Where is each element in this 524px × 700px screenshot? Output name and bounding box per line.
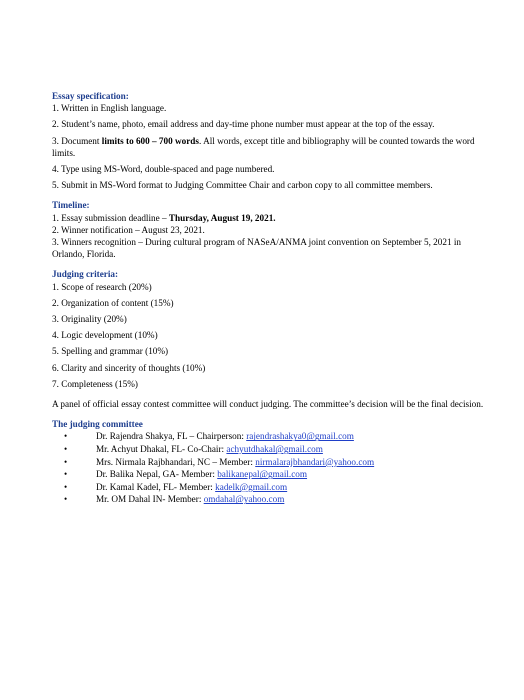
timeline-heading: Timeline:: [52, 200, 90, 211]
timeline-item-1-prefix: 1. Essay submission deadline –: [52, 212, 169, 223]
committee-member: [52, 456, 492, 469]
criteria-item: 2. Organization of content (15%): [52, 297, 174, 308]
spec-item-5: 5. Submit in MS-Word format to Judging Committee Chair and carbon copy to all committee members.: [52, 180, 433, 191]
member-name: Mr. Achyut Dhakal, FL- Co-Chair:: [96, 444, 227, 455]
committee-member: [52, 493, 492, 506]
email-link[interactable]: balikanepal@gmail.com: [217, 469, 308, 480]
committee-heading: The judging committee: [52, 419, 143, 430]
criteria-item: 7. Completeness (15%): [52, 378, 138, 389]
email-link[interactable]: nirmalarajbhandari@yahoo.com: [255, 456, 375, 467]
committee-member: [52, 430, 492, 443]
criteria-item: 1. Scope of research (20%): [52, 281, 152, 292]
email-link[interactable]: omdahal@yahoo.com: [203, 494, 285, 505]
criteria-item: 5. Spelling and grammar (10%): [52, 346, 169, 357]
spec-item-3-rest: . All words, except title and bibliography will be counted towards the word limits.: [52, 135, 475, 158]
spec-item-3: [52, 135, 492, 159]
committee-member: [52, 468, 492, 481]
essay-spec-heading: Essay specification:: [52, 91, 129, 101]
email-link[interactable]: rajendrashakya0@gmail.com: [246, 431, 354, 442]
spec-item-2: 2. Student’s name, photo, email address and day-time phone number must appear at the top of the essay.: [52, 119, 435, 130]
timeline-item-1: [52, 212, 492, 224]
criteria-heading: Judging criteria:: [52, 269, 119, 280]
email-link[interactable]: achyutdhakal@gmail.com: [226, 444, 323, 455]
spec-item-1: 1. Written in English language.: [52, 103, 167, 114]
member-name: Mrs. Nirmala Rajbhandari, NC – Member:: [96, 456, 256, 467]
email-link[interactable]: kadelk@gmail.com: [215, 481, 288, 492]
member-name: Dr. Kamal Kadel, FL- Member:: [96, 481, 216, 492]
member-name: Mr. OM Dahal IN- Member:: [96, 494, 204, 505]
timeline-deadline: Thursday, August 19, 2021.: [168, 212, 276, 223]
criteria-item: 6. Clarity and sincerity of thoughts (10%): [52, 362, 206, 373]
criteria-item: 3. Originality (20%): [52, 314, 127, 325]
document-page: [52, 90, 492, 506]
timeline-item-2: 2. Winner notification – August 23, 2021.: [52, 224, 205, 235]
member-name: Dr. Balika Nepal, GA- Member:: [96, 469, 218, 480]
spec-item-3-bold: limits to 600 – 700 words: [101, 135, 199, 146]
committee-list: [52, 430, 492, 506]
spec-item-4: 4. Type using MS-Word, double-spaced and page numbered.: [52, 164, 275, 175]
panel-note: A panel of official essay contest committee will conduct judging. The committee’s decision will be the final decision.: [52, 399, 484, 410]
criteria-item: 4. Logic development (10%): [52, 330, 158, 341]
committee-member: [52, 481, 492, 494]
member-name: Dr. Rajendra Shakya, FL – Chairperson:: [96, 431, 247, 442]
timeline-item-3: 3. Winners recognition – During cultural program of NASeA/ANMA joint convention on September 5, 2021 in Orlando, Florida.: [52, 237, 462, 260]
spec-item-3-prefix: 3. Document: [52, 135, 102, 146]
committee-member: [52, 443, 492, 456]
